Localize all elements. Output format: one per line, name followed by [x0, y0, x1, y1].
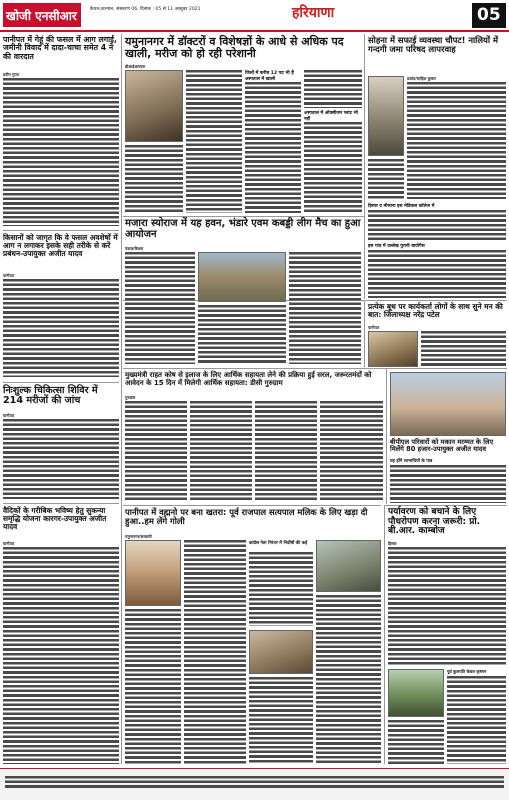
- subhead: हिसार व मौलाना इस मेडिकल कॉलेज में: [368, 204, 435, 209]
- subhead: पूर्व कुलपति केवल कृष्णन: [447, 669, 487, 674]
- story-headline: मजारा स्योराज में यह हवन, भंडारे एवम कबड्डी लीग मैच का हुआ आयोजन: [125, 218, 361, 240]
- story-body: [249, 552, 313, 626]
- story-body: [316, 595, 381, 764]
- kabaddi-photo: [198, 252, 286, 302]
- column-divider: [364, 34, 365, 299]
- story-body: [421, 331, 506, 367]
- story-body: [390, 465, 506, 503]
- story-headline: पर्यावरण को बचाने के लिए पौधरोपण करना जरूरी: प्रो. बी.आर. काम्बोज: [388, 507, 481, 537]
- meeting-photo: [368, 331, 418, 367]
- story-byline: प्रशांत/साहिल कुमार: [407, 76, 436, 81]
- story-body: [388, 547, 506, 665]
- drain-photo: [368, 76, 404, 156]
- story-body: [125, 145, 183, 213]
- subhead: यह होंगे लाभाथियों के पात्र: [390, 459, 433, 464]
- story-headline: वैदिकों के गरीबिक भविष्य हेतु सुकन्या समृद्धि योजना कारगर-उपायुक्त अजीत यादव: [3, 506, 107, 531]
- story-body: [186, 70, 242, 213]
- imprint-line: [5, 776, 504, 788]
- story-byline: डीआईआरएफ: [125, 64, 146, 69]
- subhead: अस्पताल में ऑक्सीजन प्लांट भी नहीं: [304, 111, 358, 122]
- section-rule: [384, 505, 507, 506]
- story-divider: [3, 382, 119, 383]
- story-byline: पानीपत: [3, 541, 15, 546]
- story-body: [198, 305, 286, 364]
- story-body: [3, 419, 119, 499]
- story-byline: गुरुग्राम: [125, 395, 136, 400]
- story-body: [125, 401, 187, 501]
- story-body: [125, 252, 195, 364]
- crowd-photo: [316, 540, 381, 592]
- story-headline: निःशुल्क चिकित्सा शिविर में 214 मरीजों की जांच: [3, 385, 98, 407]
- story-body: [388, 720, 444, 764]
- story-body: [407, 82, 506, 199]
- story-body: [447, 676, 506, 764]
- story-body: [245, 82, 301, 213]
- story-body: [190, 401, 252, 501]
- story-body: [320, 401, 383, 501]
- story-headline: मुख्यमंत्री राहत कोष से इलाज के लिए आर्थिक सहायता लेने की प्रक्रिया हुई सरल, जरूरतमंदों को आवेदन के 15 दिन में मिलेगी आर्थिक सहायता: डीसी गुरुग्राम: [125, 371, 372, 387]
- story-body: [304, 122, 362, 213]
- column-divider: [364, 301, 365, 367]
- section-rule: [123, 505, 381, 506]
- plantation-photo: [388, 669, 444, 717]
- story-headline: बीपीएल परिवारों को मकान मरम्मत के लिए मिलेंगे 80 हजार-उपायुक्त अजीत यादव: [390, 438, 494, 454]
- column-divider: [384, 506, 385, 764]
- story-body: [184, 540, 246, 764]
- story-headline: प्रत्येक बूथ पर कार्यकर्ता लोगों के साथ सुने मन की बात: जिलाध्यक्ष नरेंद्र पटेल: [368, 302, 503, 319]
- section-rule: [123, 216, 364, 217]
- story-byline: प्रवीन गुप्ता: [3, 72, 19, 77]
- story-headline: किसानों को जागृत कि वे फसल अवशेषों में आग न लगाकर इसके सही तरीके से करें प्रबंधन-उपायुक्त अजीत यादव: [3, 233, 118, 258]
- story-body: [368, 250, 506, 298]
- story-body: [255, 401, 317, 501]
- story-headline: सोहना में सफाई व्यवस्था चौपट! नालियों में गन्दगी जमा परिषद लापरवाह: [368, 35, 498, 55]
- story-headline: पानीपत में वह्मनो पर बना खतरा: पूर्व राजपाल सत्यपाल मलिक के लिए खड़ा दी हुआ..हम लेंगे गोली: [125, 507, 368, 527]
- masthead-rule: [0, 30, 509, 32]
- story-body: [289, 252, 361, 364]
- subhead: कांग्रेस नेता निरंतर में निर्दोषों की कई: [249, 541, 308, 546]
- story-body: [125, 609, 181, 764]
- story-byline: पानीपत: [3, 413, 15, 418]
- story-divider: [3, 503, 119, 504]
- story-body: [304, 70, 362, 108]
- story-body: [368, 159, 404, 199]
- section-label: हरियाणा: [292, 5, 335, 21]
- story-headline: पानीपत में गेहूं की फसल में आग लगाई, जमीनी विवाद में दादा-चाचा समेत 4 ने की वारदात: [3, 35, 117, 61]
- story-byline: पानीपत: [3, 273, 15, 278]
- story-body: [249, 677, 313, 764]
- lead-headline: यमुनानगर में डॉक्टरों व विशेषज्ञों के आधे से अधिक पद खाली, मरीज को हो रही परेशानी: [125, 35, 344, 60]
- brand-name: खोजी एनसीआर: [6, 9, 77, 23]
- story-body: [3, 279, 119, 377]
- event-photo: [249, 630, 313, 674]
- masthead: [0, 0, 509, 33]
- story-divider: [3, 230, 119, 231]
- story-body: [3, 547, 119, 764]
- column-divider: [121, 34, 122, 764]
- column-divider: [386, 369, 387, 504]
- story-byline: हिसार: [388, 541, 397, 546]
- issue-date: कैथल,करनाल, संस्करण 06, दिनांक : 05 से 11 अक्टूबर 2021: [90, 7, 201, 12]
- page-number: 05: [477, 5, 501, 25]
- story-byline: पंकज/कैथल: [125, 246, 144, 251]
- story-body: [3, 78, 119, 226]
- story-byline: यमुनानगर/सरकारी: [125, 534, 152, 539]
- subhead: इस गांव में उल्लेख पुरानी बायोगैस: [368, 244, 425, 249]
- dc-portrait: [390, 372, 506, 436]
- subhead: जिलों में करीब 12 पद भी हैं अस्पताल में खाली: [245, 71, 294, 82]
- story-byline: पानीपत: [368, 325, 380, 330]
- hospital-photo: [125, 70, 183, 142]
- malik-photo: [125, 540, 181, 606]
- section-rule: [123, 368, 507, 369]
- story-body: [368, 210, 506, 240]
